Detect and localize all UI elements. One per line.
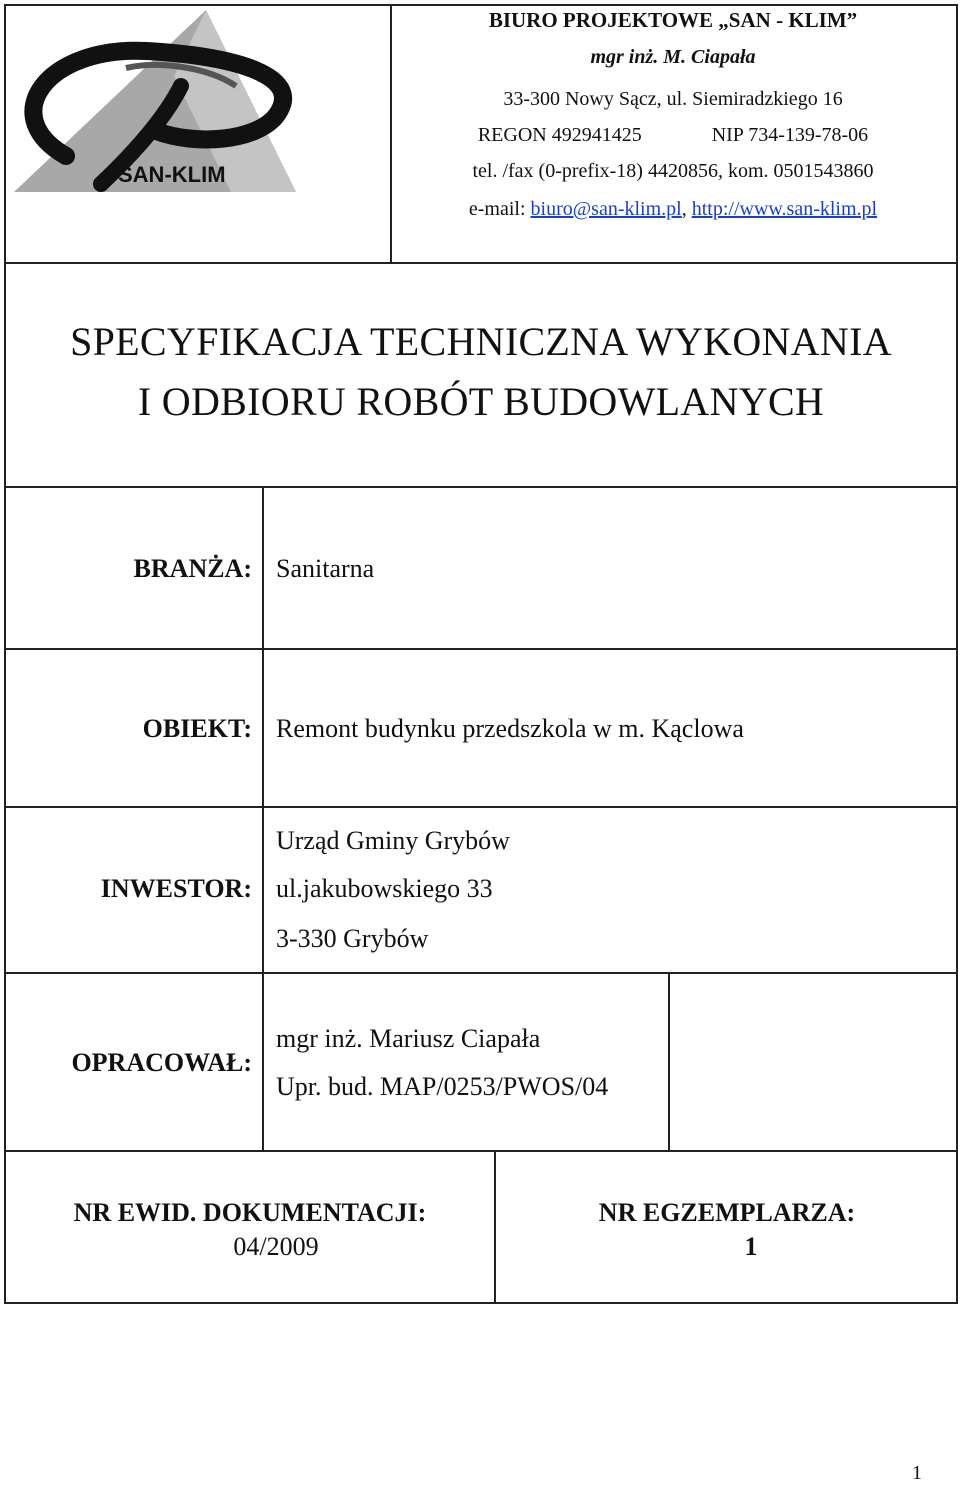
inwestor-line-3: 3-330 Grybów [276,924,429,953]
divider-header [6,262,956,264]
branza-value: Sanitarna [276,554,375,583]
nr-egz-label: NR EGZEMPLARZA: [598,1198,856,1227]
san-klim-logo-icon [6,6,390,262]
divider-title [6,486,956,488]
divider-branza [6,648,956,650]
opracowal-line-2: Upr. bud. MAP/0253/PWOS/04 [276,1072,609,1101]
opracowal-label: OPRACOWAŁ: [71,1048,252,1077]
website-link[interactable]: http://www.san-klim.pl [691,198,878,220]
company-contact [390,198,956,221]
divider-opracowal [6,1150,956,1152]
contact-separator: , [681,198,692,220]
inwestor-line-2: ul.jakubowskiego 33 [276,874,493,903]
page-number: 1 [912,1462,922,1484]
inwestor-line-1: Urząd Gminy Grybów [276,826,510,855]
company-ids [390,124,956,147]
obiekt-value: Remont budynku przedszkola w m. Kąclowa [276,714,744,743]
company-logo [6,6,390,262]
divider-obiekt [6,806,956,808]
nip: NIP 734-139-78-06 [711,124,869,146]
doc-title-line1: SPECYFIKACJA TECHNICZNA WYKONANIA [70,319,892,364]
company-name: BIURO PROJEKTOWE „SAN - KLIM” [488,8,858,32]
nr-egz-value: 1 [744,1232,758,1261]
email-link[interactable]: biuro@san-klim.pl [530,198,682,220]
label-column-divider [262,486,264,1150]
obiekt-label: OBIEKT: [142,714,252,743]
email-label: e-mail: [468,198,531,220]
branza-label: BRANŻA: [133,554,252,583]
company-owner: mgr inż. M. Ciapała [590,46,756,68]
company-header [390,6,956,262]
logo-text: SAN-KLIM [118,162,226,187]
opracowal-right-divider [668,972,670,1150]
inwestor-label: INWESTOR: [100,874,252,903]
divider-inwestor [6,972,956,974]
regon: REGON 492941425 [477,124,642,146]
document-frame [4,4,958,1304]
nr-ewid-label: NR EWID. DOKUMENTACJI: [73,1198,427,1227]
company-phone: tel. /fax (0-prefix-18) 4420856, kom. 0501543860 [472,160,874,182]
opracowal-line-1: mgr inż. Mariusz Ciapała [276,1024,541,1053]
company-address: 33-300 Nowy Sącz, ul. Siemiradzkiego 16 [503,88,843,110]
nr-ewid-value: 04/2009 [233,1232,319,1261]
doc-title-line2: I ODBIORU ROBÓT BUDOWLANYCH [137,379,825,424]
